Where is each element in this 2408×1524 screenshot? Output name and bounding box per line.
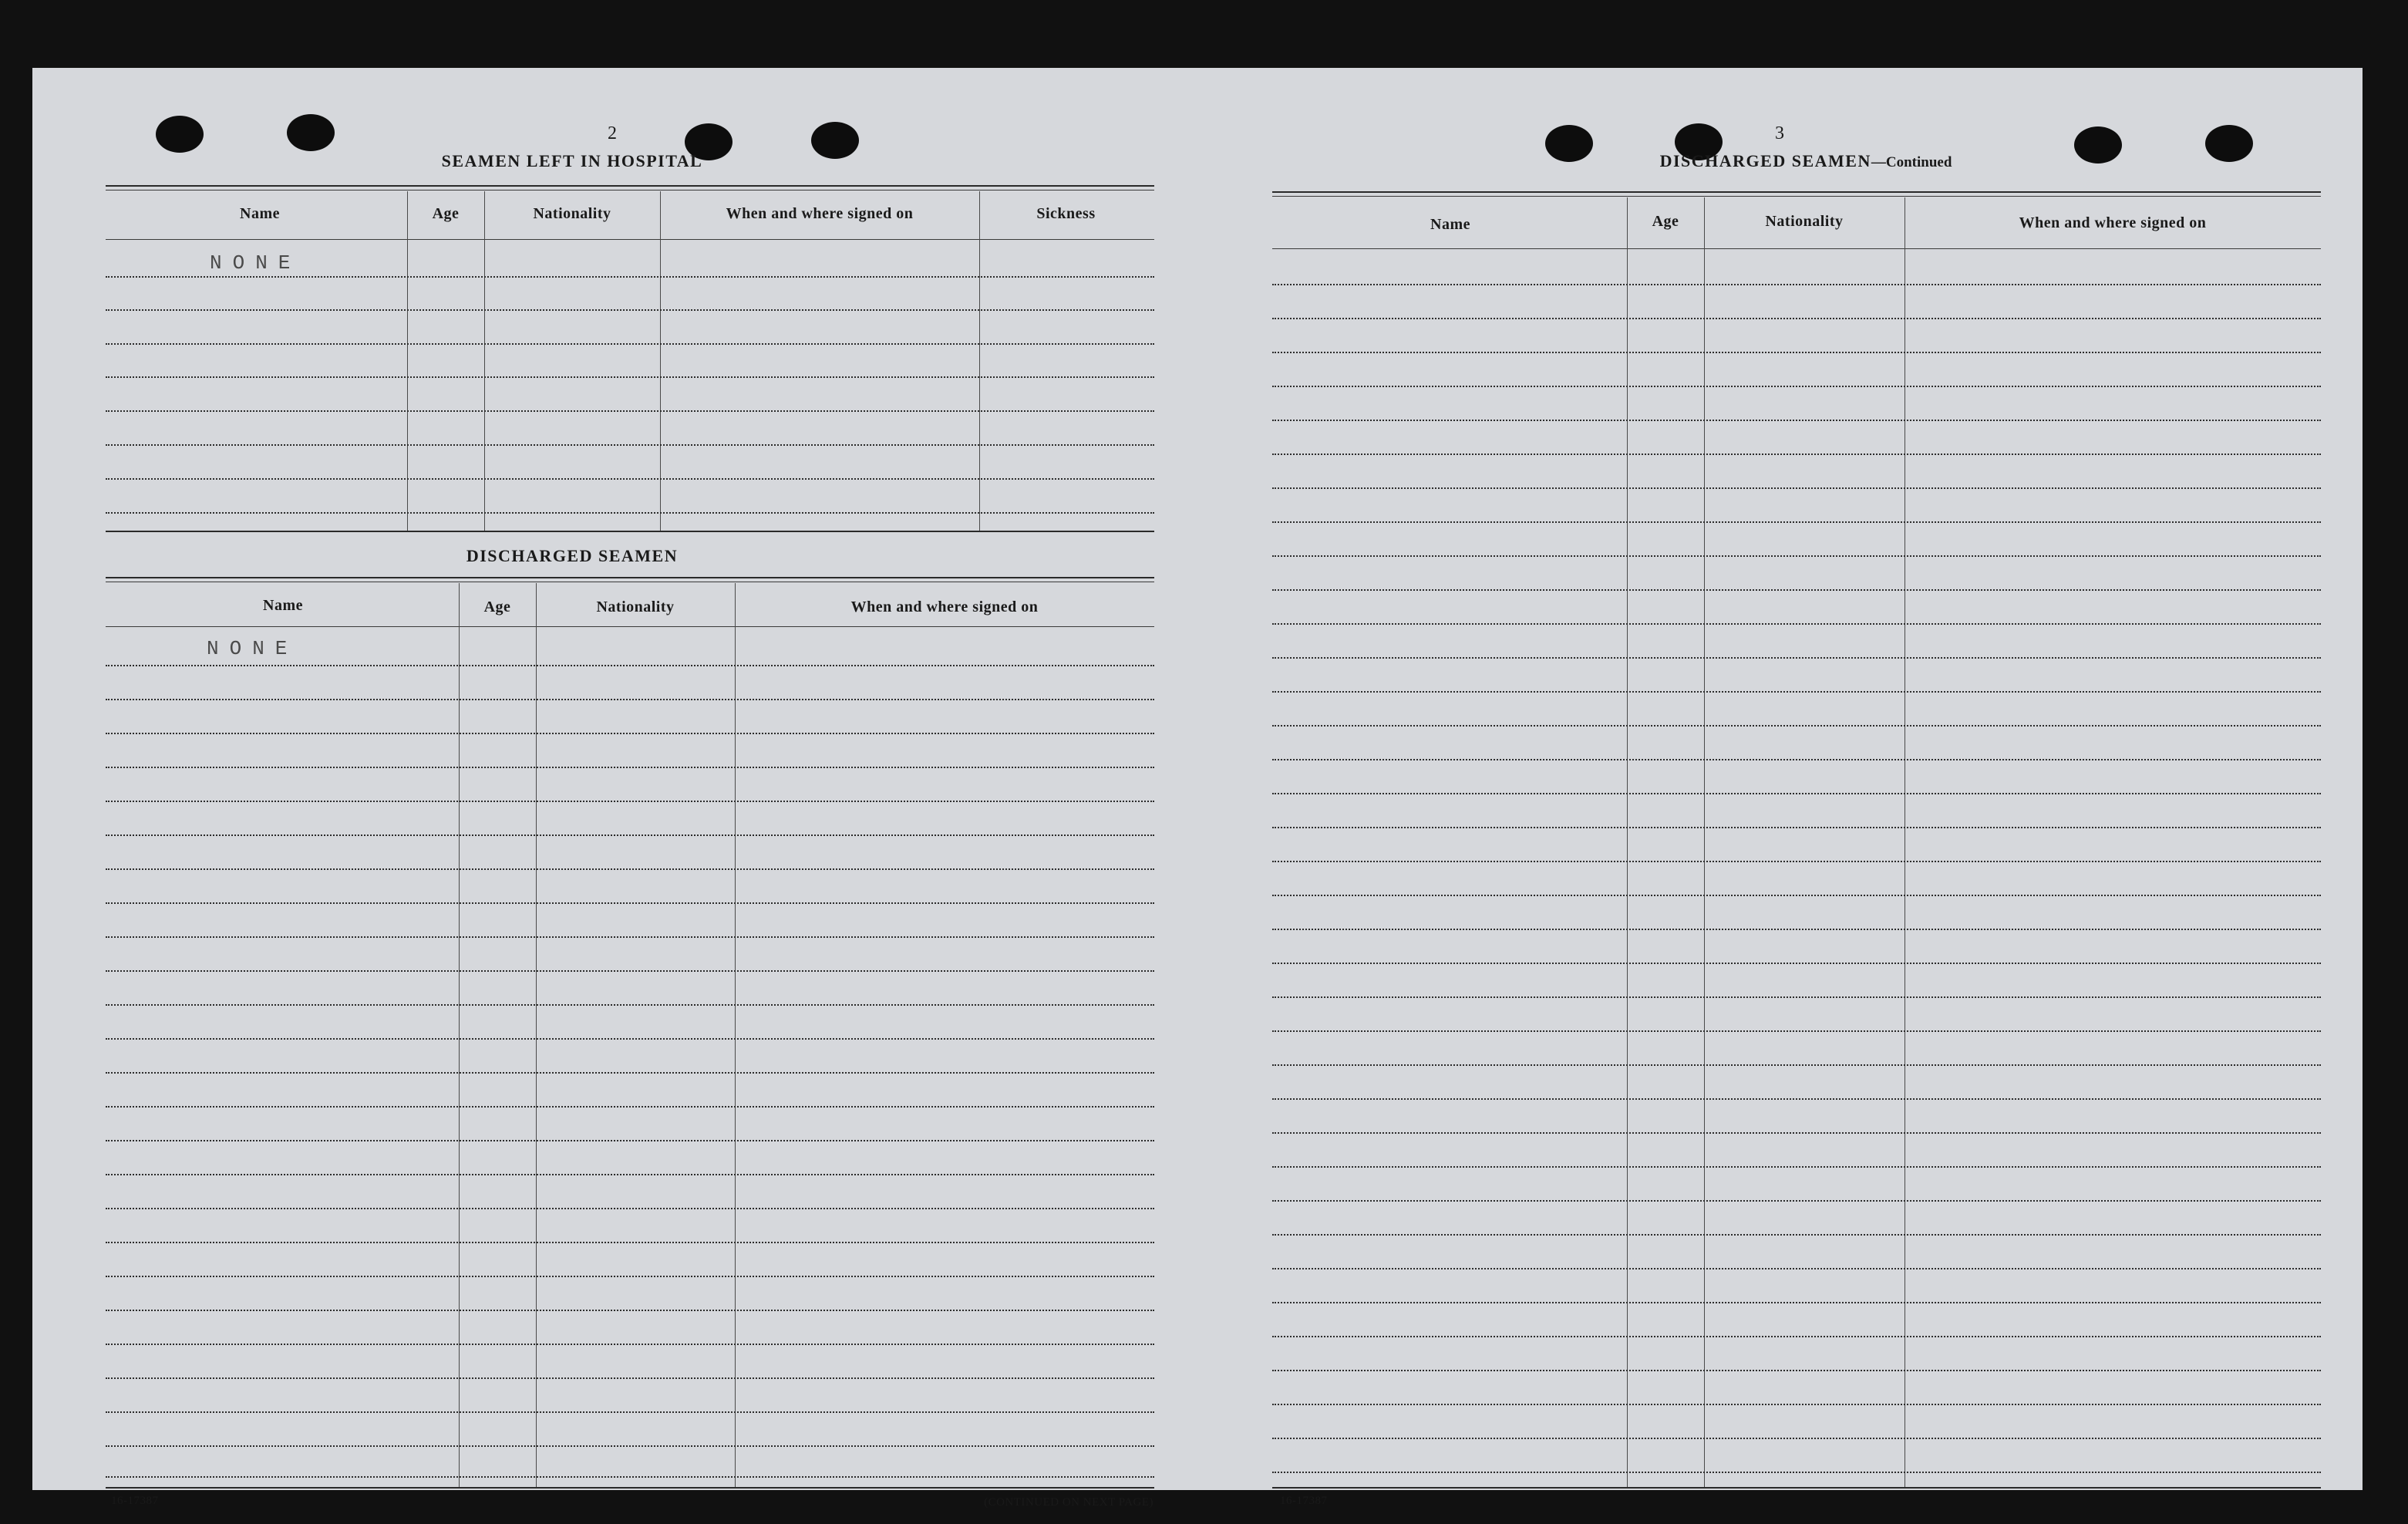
page-number: 3 — [1775, 123, 1784, 143]
column-header-signed-on: When and where signed on — [726, 205, 914, 222]
column-header-name: Name — [263, 597, 303, 614]
discharged-entry: NONE — [207, 637, 298, 660]
form-sheet — [32, 68, 2363, 1509]
column-header-sickness: Sickness — [1036, 205, 1096, 222]
punch-hole — [2074, 126, 2122, 164]
discharged-continued-title — [1544, 151, 2068, 171]
column-header-nationality: Nationality — [596, 598, 675, 615]
column-header-age: Age — [483, 598, 511, 615]
hospital-section-title: SEAMEN LEFT IN HOSPITAL — [441, 151, 703, 170]
column-header-signed-on: When and where signed on — [850, 598, 1039, 615]
column-header-nationality: Nationality — [533, 205, 611, 222]
punch-hole — [287, 114, 335, 151]
discharged-title-text: DISCHARGED SEAMEN — [1659, 151, 1871, 170]
column-header-name: Name — [1430, 216, 1470, 233]
punch-hole — [156, 116, 204, 153]
column-header-name: Name — [240, 205, 280, 222]
form-number: 16-17387 — [111, 1495, 159, 1507]
punch-hole — [2205, 125, 2253, 162]
continued-suffix: —Continued — [1871, 154, 1952, 170]
column-header-nationality: Nationality — [1765, 213, 1844, 230]
continued-note: (CONTINUED ON NEXT PAGE) — [984, 1496, 1153, 1509]
discharged-section-title: DISCHARGED SEAMEN — [466, 546, 679, 565]
page-number: 2 — [608, 123, 617, 143]
column-header-age: Age — [1652, 213, 1679, 230]
column-header-signed-on: When and where signed on — [2019, 214, 2207, 231]
column-header-age: Age — [432, 205, 460, 222]
hospital-entry: NONE — [210, 251, 301, 275]
punch-hole — [811, 122, 859, 159]
form-number: 16-17387 — [1280, 1495, 1328, 1507]
